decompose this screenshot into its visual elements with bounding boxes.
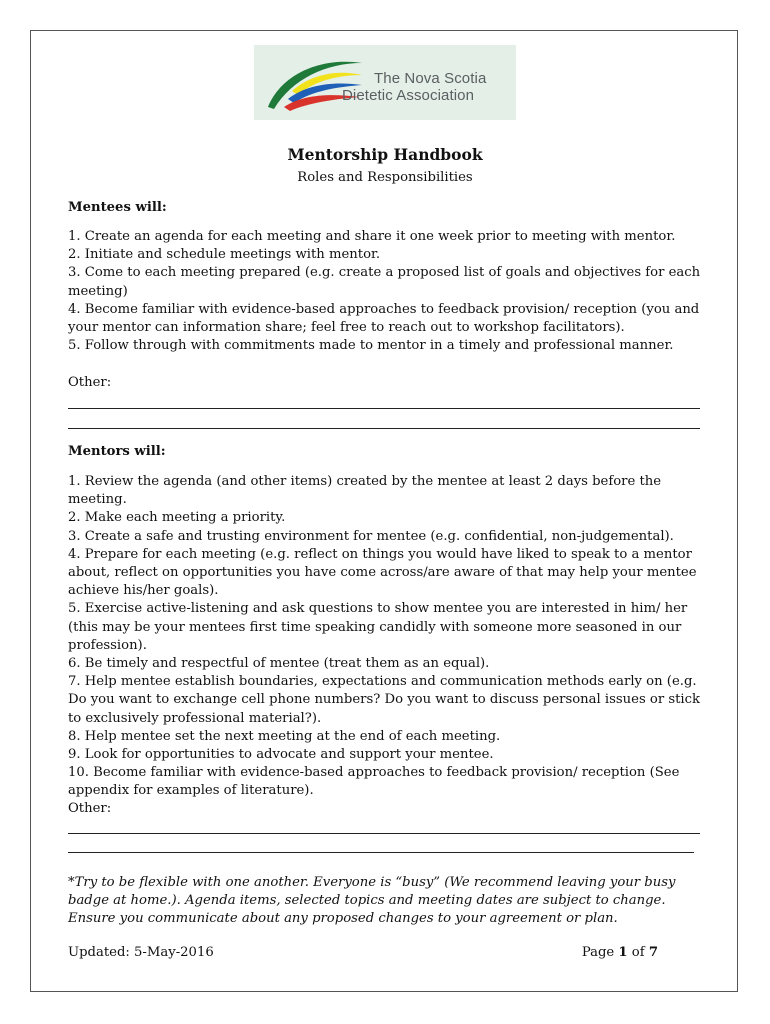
mentees-other-label: Other: [68, 375, 112, 390]
list-item: 4. Prepare for each meeting (e.g. reflect on things you would have liked to speak to a mentor about, reflect on opportunities you have come across/are aware of that may help your mentee achieve his/her goals). [68, 546, 697, 599]
logo-text-line2: Dietetic Association [342, 87, 475, 104]
list-item: 5. Follow through with commitments made to mentor in a timely and professional manner. [68, 338, 674, 354]
logo [254, 45, 516, 120]
list-item: 8. Help mentee set the next meeting at the end of each meeting. [68, 728, 501, 744]
document-subtitle: Roles and Responsibilities [297, 170, 473, 185]
page-prefix: Page [581, 945, 619, 960]
list-item: 2. Make each meeting a priority. [68, 510, 286, 526]
page-current: 1 [618, 945, 628, 960]
mentors-other-line-1 [68, 833, 700, 834]
list-item: 1. Review the agenda (and other items) created by the mentee at least 2 days before the meeting. [68, 474, 662, 508]
logo-text-line1: The Nova Scotia [374, 70, 487, 87]
mentors-heading: Mentors will: [68, 444, 166, 459]
mentors-list [68, 473, 702, 801]
list-item: 6. Be timely and respectful of mentee (treat them as an equal). [68, 656, 490, 672]
list-item: 7. Help mentee establish boundaries, expectations and communication methods early on (e.g. Do you want to exchange cell phone numbers? Do you want to discuss personal issues or stick to exclusively professional material?). [68, 674, 701, 726]
list-item: 9. Look for opportunities to advocate and support your mentee. [68, 747, 494, 763]
list-item: 2. Initiate and schedule meetings with mentor. [68, 247, 381, 263]
list-item: 4. Become familiar with evidence-based approaches to feedback provision/ reception (you and your mentor can information share; feel free to reach out to workshop facilitators). [68, 301, 700, 336]
mentors-other-label: Other: [68, 801, 112, 816]
list-item: 1. Create an agenda for each meeting and share it one week prior to meeting with mentor. [68, 229, 676, 244]
flexibility-note: *Try to be flexible with one another. Everyone is “busy” (We recommend leaving your busy badge at home.). Agenda items, selected topics and meeting dates are subject to change. Ensure you communicate about any proposed changes to your agreement or plan. [68, 875, 676, 927]
list-item: 3. Create a safe and trusting environment for mentee (e.g. confidential, non-judgemental). [68, 528, 674, 544]
document-title: Mentorship Handbook [287, 145, 483, 164]
page-total: 7 [648, 945, 658, 960]
list-item: 5. Exercise active-listening and ask questions to show mentee you are interested in him/ her (this may be your mentees first time speaking candidly with someone more seasoned in our profession). [68, 601, 688, 653]
page-number [582, 944, 658, 962]
mentors-other-line-2 [68, 852, 694, 853]
mentees-other-line-1 [68, 408, 700, 409]
list-item: 10. Become familiar with evidence-based approaches to feedback provision/ reception (See appendix for examples of literature). [68, 765, 680, 799]
logo-swoosh-icon [262, 53, 372, 113]
mentees-heading: Mentees will: [68, 200, 167, 215]
updated-date: Updated: 5-May-2016 [68, 945, 214, 960]
page-of: of [627, 945, 649, 960]
mentees-other-line-2 [68, 428, 700, 429]
mentees-list [68, 228, 702, 355]
list-item: 3. Come to each meeting prepared (e.g. create a proposed list of goals and objectives for each meeting) [68, 265, 701, 299]
